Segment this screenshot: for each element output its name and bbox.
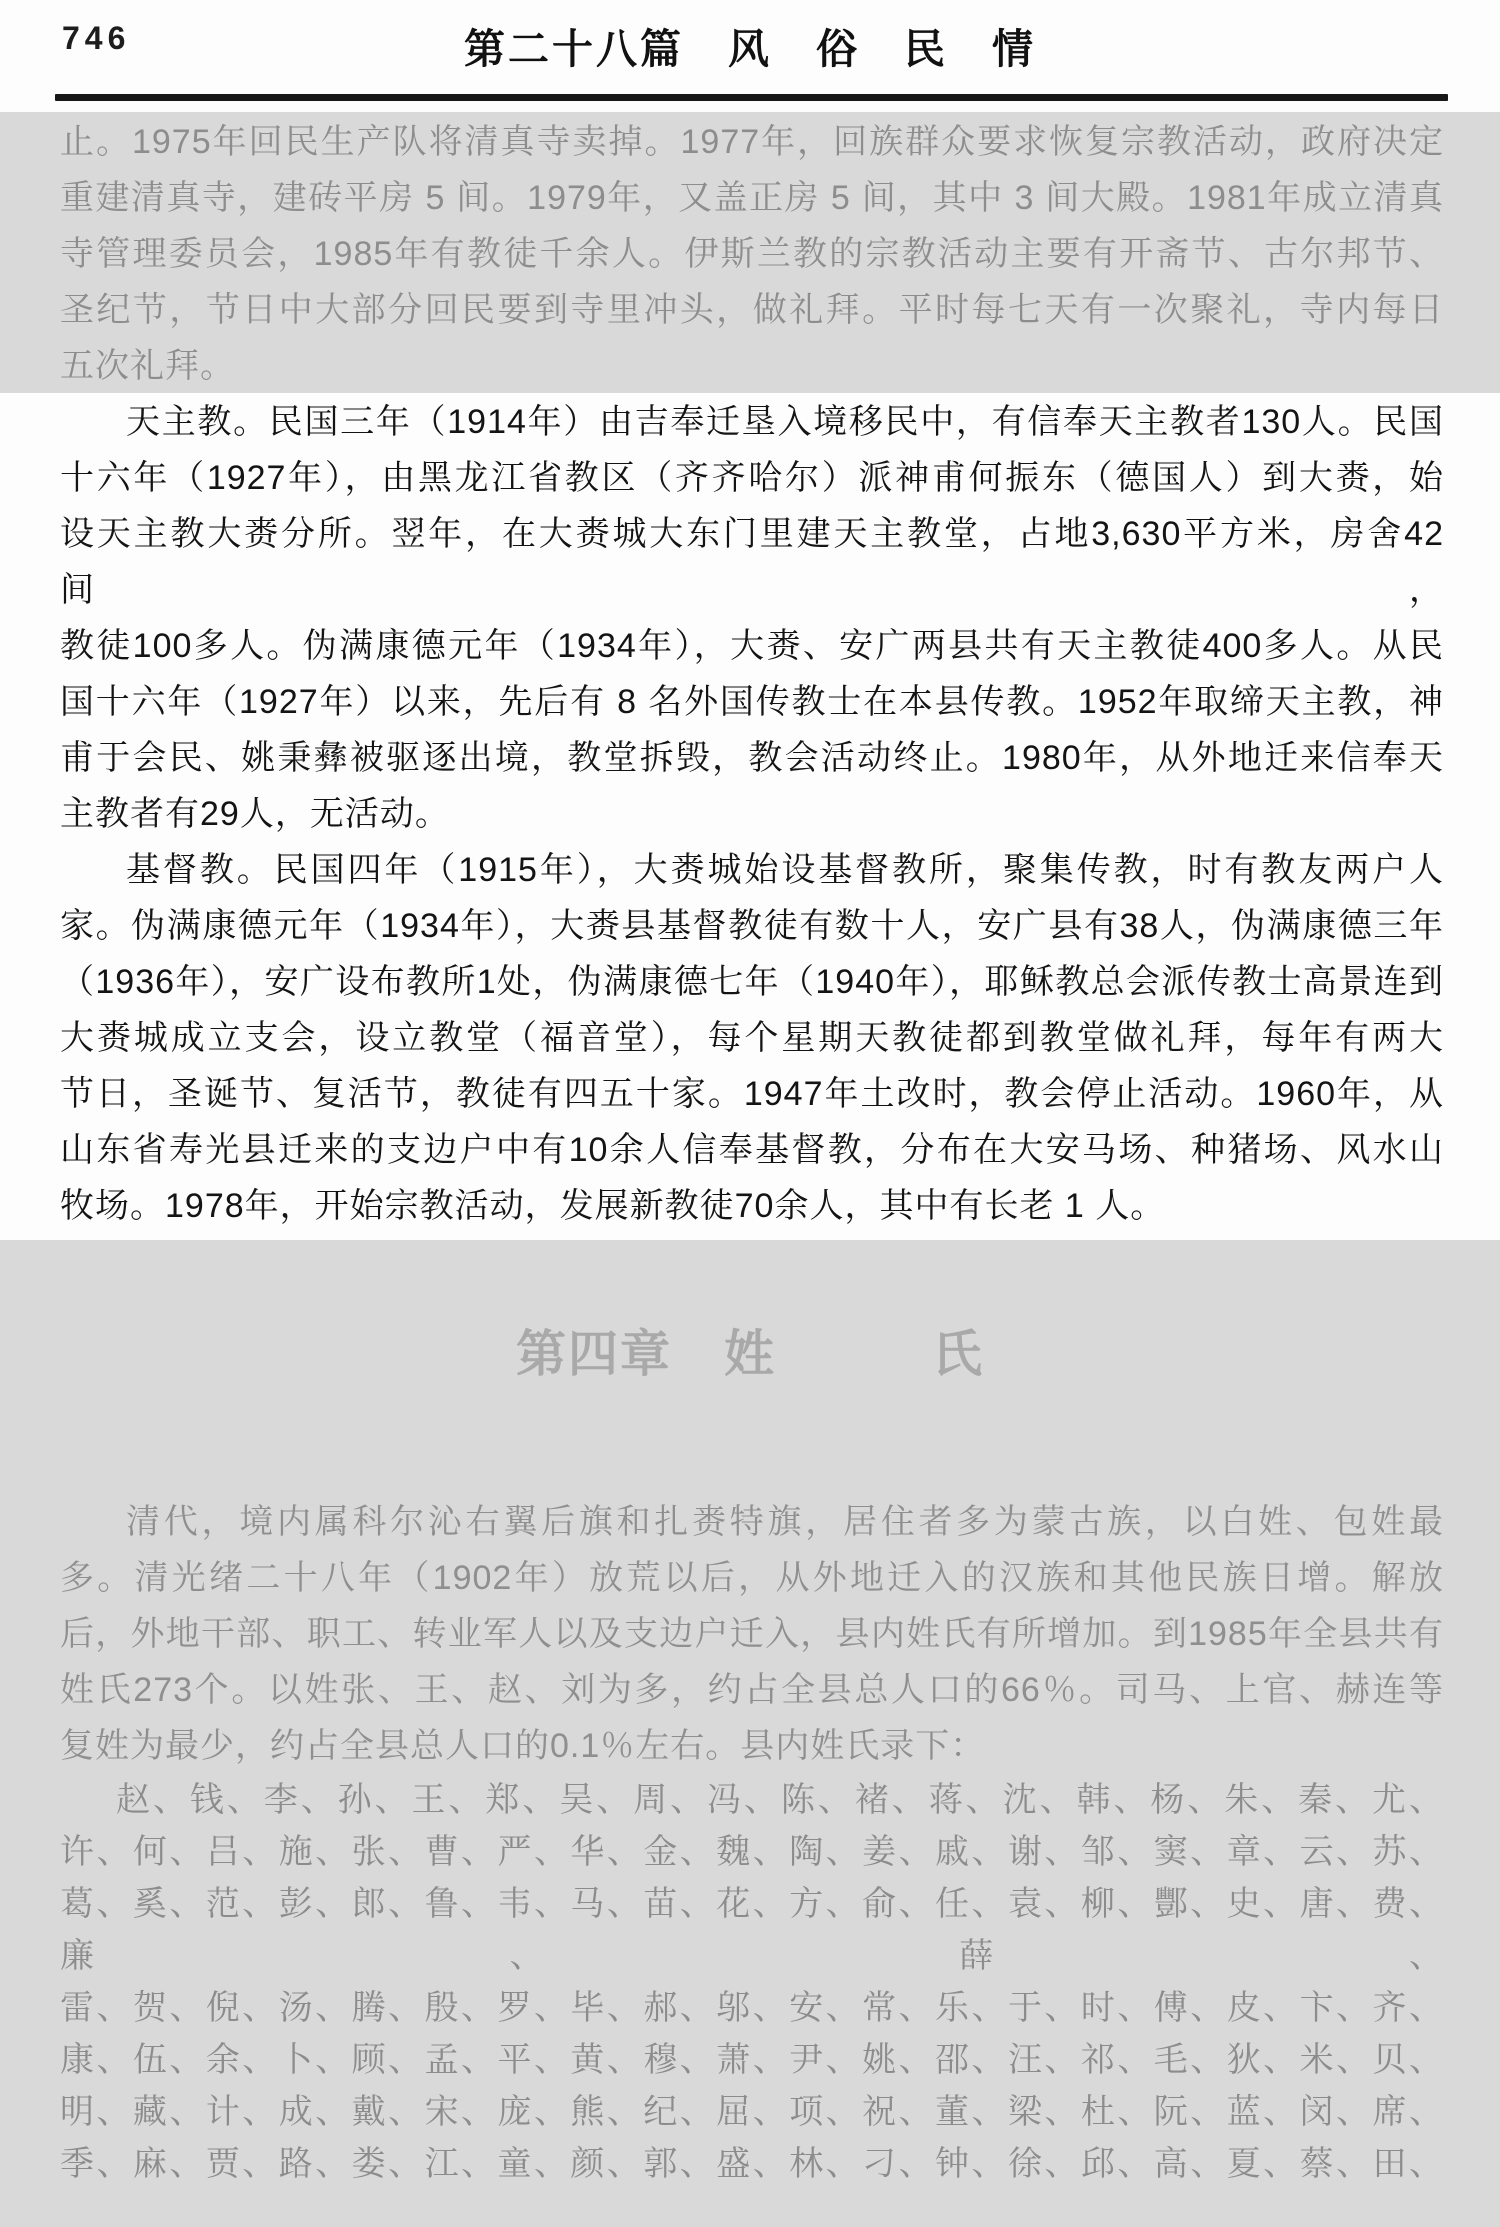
paragraph-line: （1936年），安广设布教所1处，伪满康德七年（1940年），耶稣教总会派传教士高景连到	[60, 963, 1444, 1001]
paragraph-line: 清代，境内属科尔沁右翼后旗和扎赉特旗，居住者多为蒙古族，以白姓、包姓最	[126, 1503, 1444, 1541]
paragraph-line: 山东省寿光县迁来的支边户中有10余人信奉基督教，分布在大安马场、种猪场、风水山	[60, 1131, 1444, 1169]
paragraph-line: 止。1975年回民生产队将清真寺卖掉。1977年，回族群众要求恢复宗教活动，政府决定	[60, 123, 1444, 161]
paragraph-line: 寺管理委员会，1985年有教徒千余人。伊斯兰教的宗教活动主要有开斋节、古尔邦节、	[60, 235, 1444, 273]
surname-line: 季、麻、贾、路、娄、江、童、颜、郭、盛、林、刁、钟、徐、邱、高、夏、蔡、田、	[60, 2145, 1444, 2183]
paragraph-line: 教徒100多人。伪满康德元年（1934年），大赉、安广两县共有天主教徒400多人。从民	[60, 627, 1444, 665]
section-title: 第二十八篇 风 俗 民 情	[464, 26, 1036, 72]
paragraph-line: 甫于会民、姚秉彝被驱逐出境，教堂拆毁，教会活动终止。1980年，从外地迁来信奉天	[60, 739, 1444, 777]
paragraph-line: 大赉城成立支会，设立教堂（福音堂），每个星期天教徒都到教堂做礼拜，每年有两大	[60, 1019, 1444, 1057]
paragraph-line: 国十六年（1927年）以来，先后有 8 名外国传教士在本县传教。1952年取缔天主教，神	[60, 683, 1444, 721]
paragraph-line: 复姓为最少，约占全县总人口的0.1％左右。县内姓氏录下：	[60, 1727, 986, 1765]
surname-line: 许、何、吕、施、张、曹、严、华、金、魏、陶、姜、戚、谢、邹、窦、章、云、苏、	[60, 1833, 1444, 1871]
carryover-paragraph	[0, 112, 1500, 394]
body-text	[60, 394, 1444, 1234]
surnames-intro-paragraph	[0, 1494, 1500, 1774]
paragraph-line: 天主教。民国三年（1914年）由吉奉迁垦入境移民中，有信奉天主教者130人。民国	[126, 403, 1444, 441]
christian-paragraph	[60, 842, 1444, 1234]
catholic-paragraph	[60, 394, 1444, 842]
paragraph-line: 后，外地干部、职工、转业军人以及支边户迁入，县内姓氏有所增加。到1985年全县共有	[60, 1615, 1444, 1653]
paragraph-line: 五次礼拜。	[60, 347, 235, 385]
surname-line: 康、伍、余、卜、顾、孟、平、黄、穆、萧、尹、姚、邵、汪、祁、毛、狄、米、贝、	[60, 2041, 1444, 2079]
surname-line: 明、藏、计、成、戴、宋、庞、熊、纪、屈、项、祝、董、梁、杜、阮、蓝、闵、席、	[60, 2093, 1444, 2131]
surname-line: 葛、奚、范、彭、郎、鲁、韦、马、苗、花、方、俞、任、袁、柳、酆、史、唐、费、廉、薛、	[60, 1885, 1444, 1975]
chapter-heading: 第四章 姓 氏	[516, 1326, 984, 1382]
page-number: 746	[62, 20, 131, 56]
paragraph-line: 姓氏273个。以姓张、王、赵、刘为多，约占全县总人口的66％。司马、上官、赫连等	[60, 1671, 1444, 1709]
paragraph-line: 主教者有29人，无活动。	[60, 795, 450, 833]
paragraph-line: 基督教。民国四年（1915年），大赉城始设基督教所，聚集传教，时有教友两户人	[126, 851, 1444, 889]
paragraph-line: 十六年（1927年），由黑龙江省教区（齐齐哈尔）派神甫何振东（德国人）到大赉，始	[60, 459, 1444, 497]
surname-line: 赵、钱、李、孙、王、郑、吴、周、冯、陈、褚、蒋、沈、韩、杨、朱、秦、尤、	[116, 1781, 1444, 1819]
paragraph-line: 多。清光绪二十八年（1902年）放荒以后，从外地迁入的汉族和其他民族日增。解放	[60, 1559, 1444, 1597]
faded-scan-band-bottom	[0, 1240, 1500, 2227]
paragraph-line: 设天主教大赉分所。翌年，在大赉城大东门里建天主教堂，占地3,630平方米，房舍42间，	[60, 515, 1444, 609]
surname-list	[0, 1774, 1500, 2190]
paragraph-line: 重建清真寺，建砖平房 5 间。1979年，又盖正房 5 间，其中 3 间大殿。1981年成立清真	[60, 179, 1444, 217]
header-rule	[55, 94, 1448, 101]
paragraph-line: 家。伪满康德元年（1934年），大赉县基督教徒有数十人，安广县有38人，伪满康德三年	[60, 907, 1444, 945]
paragraph-line: 圣纪节，节日中大部分回民要到寺里冲头，做礼拜。平时每七天有一次聚礼，寺内每日	[60, 291, 1444, 329]
faded-scan-band-top	[0, 112, 1500, 393]
paragraph-line: 牧场。1978年，开始宗教活动，发展新教徒70余人，其中有长老 1 人。	[60, 1187, 1166, 1225]
surname-line: 雷、贺、倪、汤、腾、殷、罗、毕、郝、邬、安、常、乐、于、时、傅、皮、卞、齐、	[60, 1989, 1444, 2027]
paragraph-line: 节日，圣诞节、复活节，教徒有四五十家。1947年土改时，教会停止活动。1960年，从	[60, 1075, 1444, 1113]
